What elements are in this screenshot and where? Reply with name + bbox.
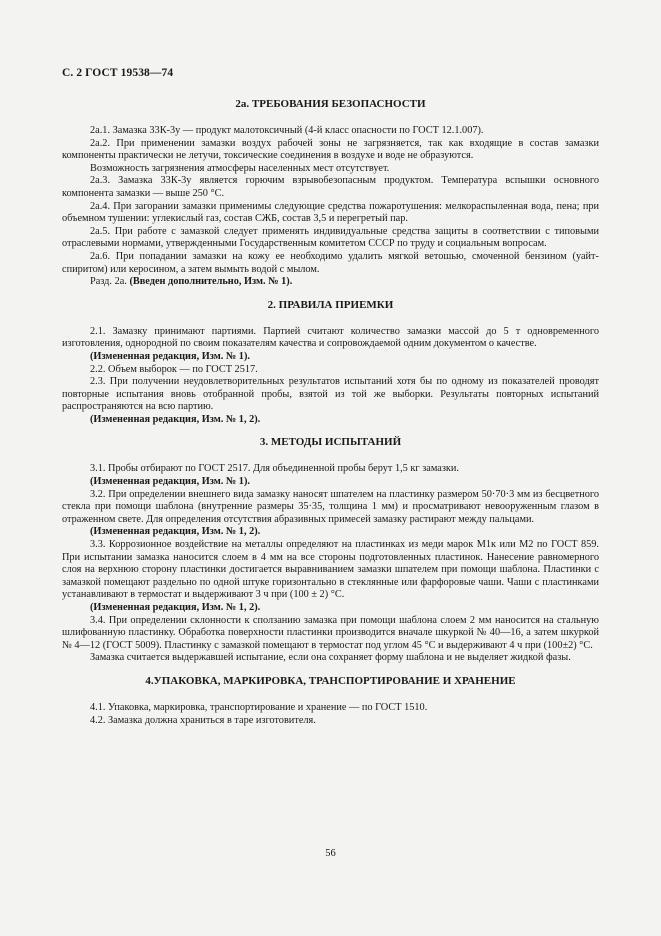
section-safety-requirements bbox=[62, 97, 599, 289]
paragraph: 2а.1. Замазка 33К-3у — продукт малотоксичный (4-й класс опасности по ГОСТ 12.1.007). bbox=[90, 125, 484, 136]
section-title: 2. ПРАВИЛА ПРИЕМКИ bbox=[267, 298, 394, 311]
paragraph: 3.4. При определении склонности к сползанию замазка при помощи шаблона слоем 2 мм наносится на стальную шлифованную пластинку. Обработка поверхности пластинки производится вначале шкуркой № 40—16, а затем шкуркой № 4—12 (ГОСТ 5009). Пластинку с замазкой помещают в термостат под углом 45 °С и выдерживают 4 ч при (100±2) °С. bbox=[62, 614, 599, 651]
paragraph: 3.2. При определении внешнего вида замазку наносят шпателем на пластинку размером 50·70·3 мм из бесцветного стекла при помощи шаблона (внутренние размеры 35·35, толщина 1 мм) и просматривают невооруженным глазом в отраженном свете. Для определения отсутствия абразивных примесей замазку растирают между пальцами. bbox=[62, 488, 599, 525]
section-packaging bbox=[62, 674, 599, 727]
paragraph: 2а.4. При загорании замазки применимы следующие средства пожаротушения: мелкораспыленная вода, пена; при объемном тушении: углекислый газ, состав СЖБ, состав 3,5 и перегретый пар. bbox=[62, 200, 599, 225]
section-title: 4.УПАКОВКА, МАРКИРОВКА, ТРАНСПОРТИРОВАНИЕ И ХРАНЕНИЕ bbox=[145, 674, 516, 687]
paragraph: 4.2. Замазка должна храниться в таре изготовителя. bbox=[90, 714, 316, 726]
edition-note: (Измененная редакция, Изм. № 1). bbox=[90, 476, 250, 488]
paragraph: 3.1. Пробы отбирают по ГОСТ 2517. Для объединенной пробы берут 1,5 кг замазки. bbox=[90, 463, 460, 475]
edition-note: (Измененная редакция, Изм. № 1). bbox=[90, 350, 250, 362]
paragraph: 2а.2. При применении замазки воздух рабочей зоны не загрязняется, так как входящие в состав замазки компоненты практически не летучи, токсические соединения в воздухе и воде не образуются. bbox=[62, 137, 599, 162]
section-acceptance-rules bbox=[62, 298, 599, 427]
paragraph: Замазка считается выдержавшей испытание, если она сохраняет форму шаблона и не выделяет жидкой фазы. bbox=[90, 652, 571, 664]
paragraph: 4.1. Упаковка, маркировка, транспортирование и хранение — по ГОСТ 1510. bbox=[90, 701, 428, 713]
paragraph: 2.3. При получении неудовлетворительных результатов испытаний хотя бы по одному из показателей проводят повторные испытания вновь отобранной пробы, взятой из той же выборки. Результаты повторных испытаний распространяются на всю партию. bbox=[62, 376, 599, 413]
paragraph: 2а.5. При работе с замазкой следует применять индивидуальные средства защиты в соответствии с типовыми отраслевыми нормами, утвержденными Государственным комитетом СССР по труду и социальным вопросам. bbox=[62, 225, 599, 250]
page-header: С. 2 ГОСТ 19538—74 bbox=[62, 67, 174, 79]
page-number: 56 bbox=[325, 848, 336, 859]
paragraph: 3.3. Коррозионное воздействие на металлы определяют на пластинках из меди марок М1к или М2 по ГОСТ 859. При испытании замазка наносится слоем в 4 мм на все стороны подготовленных пластинок. Нанесение равномерного слоя на верхнюю сторону пластинки достигается выравниванием замазки шпателем при помощи шаблона. Пластинки с замазкой помещают раздельно по одной штуке горизонтально в стеклянные или фарфоровые чаши. Чаши с пластинками устанавливают в термостат и выдерживают 3 ч при (100 ± 2) °С. bbox=[62, 539, 599, 601]
paragraph: 2.1. Замазку принимают партиями. Партией считают количество замазки массой до 5 т одновременного изготовления, однородной по своим показателям качества и сопровождаемой одним документом о качестве. bbox=[62, 325, 599, 350]
paragraph: 2а.6. При попадании замазки на кожу ее необходимо удалить мягкой ветошью, смоченной бензином (уайт-спиритом) или керосином, а затем вымыть водой с мылом. bbox=[62, 250, 599, 275]
section-title: 2а. ТРЕБОВАНИЯ БЕЗОПАСНОСТИ bbox=[235, 98, 426, 110]
note-prefix: Разд. 2а. bbox=[90, 276, 127, 288]
paragraph: 2.2. Объем выборок — по ГОСТ 2517. bbox=[90, 363, 258, 375]
paragraph: Возможность загрязнения атмосферы населенных мест отсутствует. bbox=[90, 162, 390, 174]
section-note bbox=[62, 276, 599, 289]
section-test-methods bbox=[62, 435, 599, 665]
edition-note: (Измененная редакция, Изм. № 1, 2). bbox=[90, 526, 261, 538]
paragraph: 2а.3. Замазка 33К-3у является горючим взрывобезопасным продуктом. Температура вспышки основного компонента замазки — выше 250 °С. bbox=[62, 175, 599, 199]
note-edition: (Введен дополнительно, Изм. № 1). bbox=[129, 276, 293, 288]
section-title: 3. МЕТОДЫ ИСПЫТАНИЙ bbox=[259, 436, 402, 449]
edition-note: (Измененная редакция, Изм. № 1, 2). bbox=[90, 413, 261, 425]
document-body bbox=[62, 97, 599, 727]
edition-note: (Измененная редакция, Изм. № 1, 2). bbox=[90, 602, 261, 613]
